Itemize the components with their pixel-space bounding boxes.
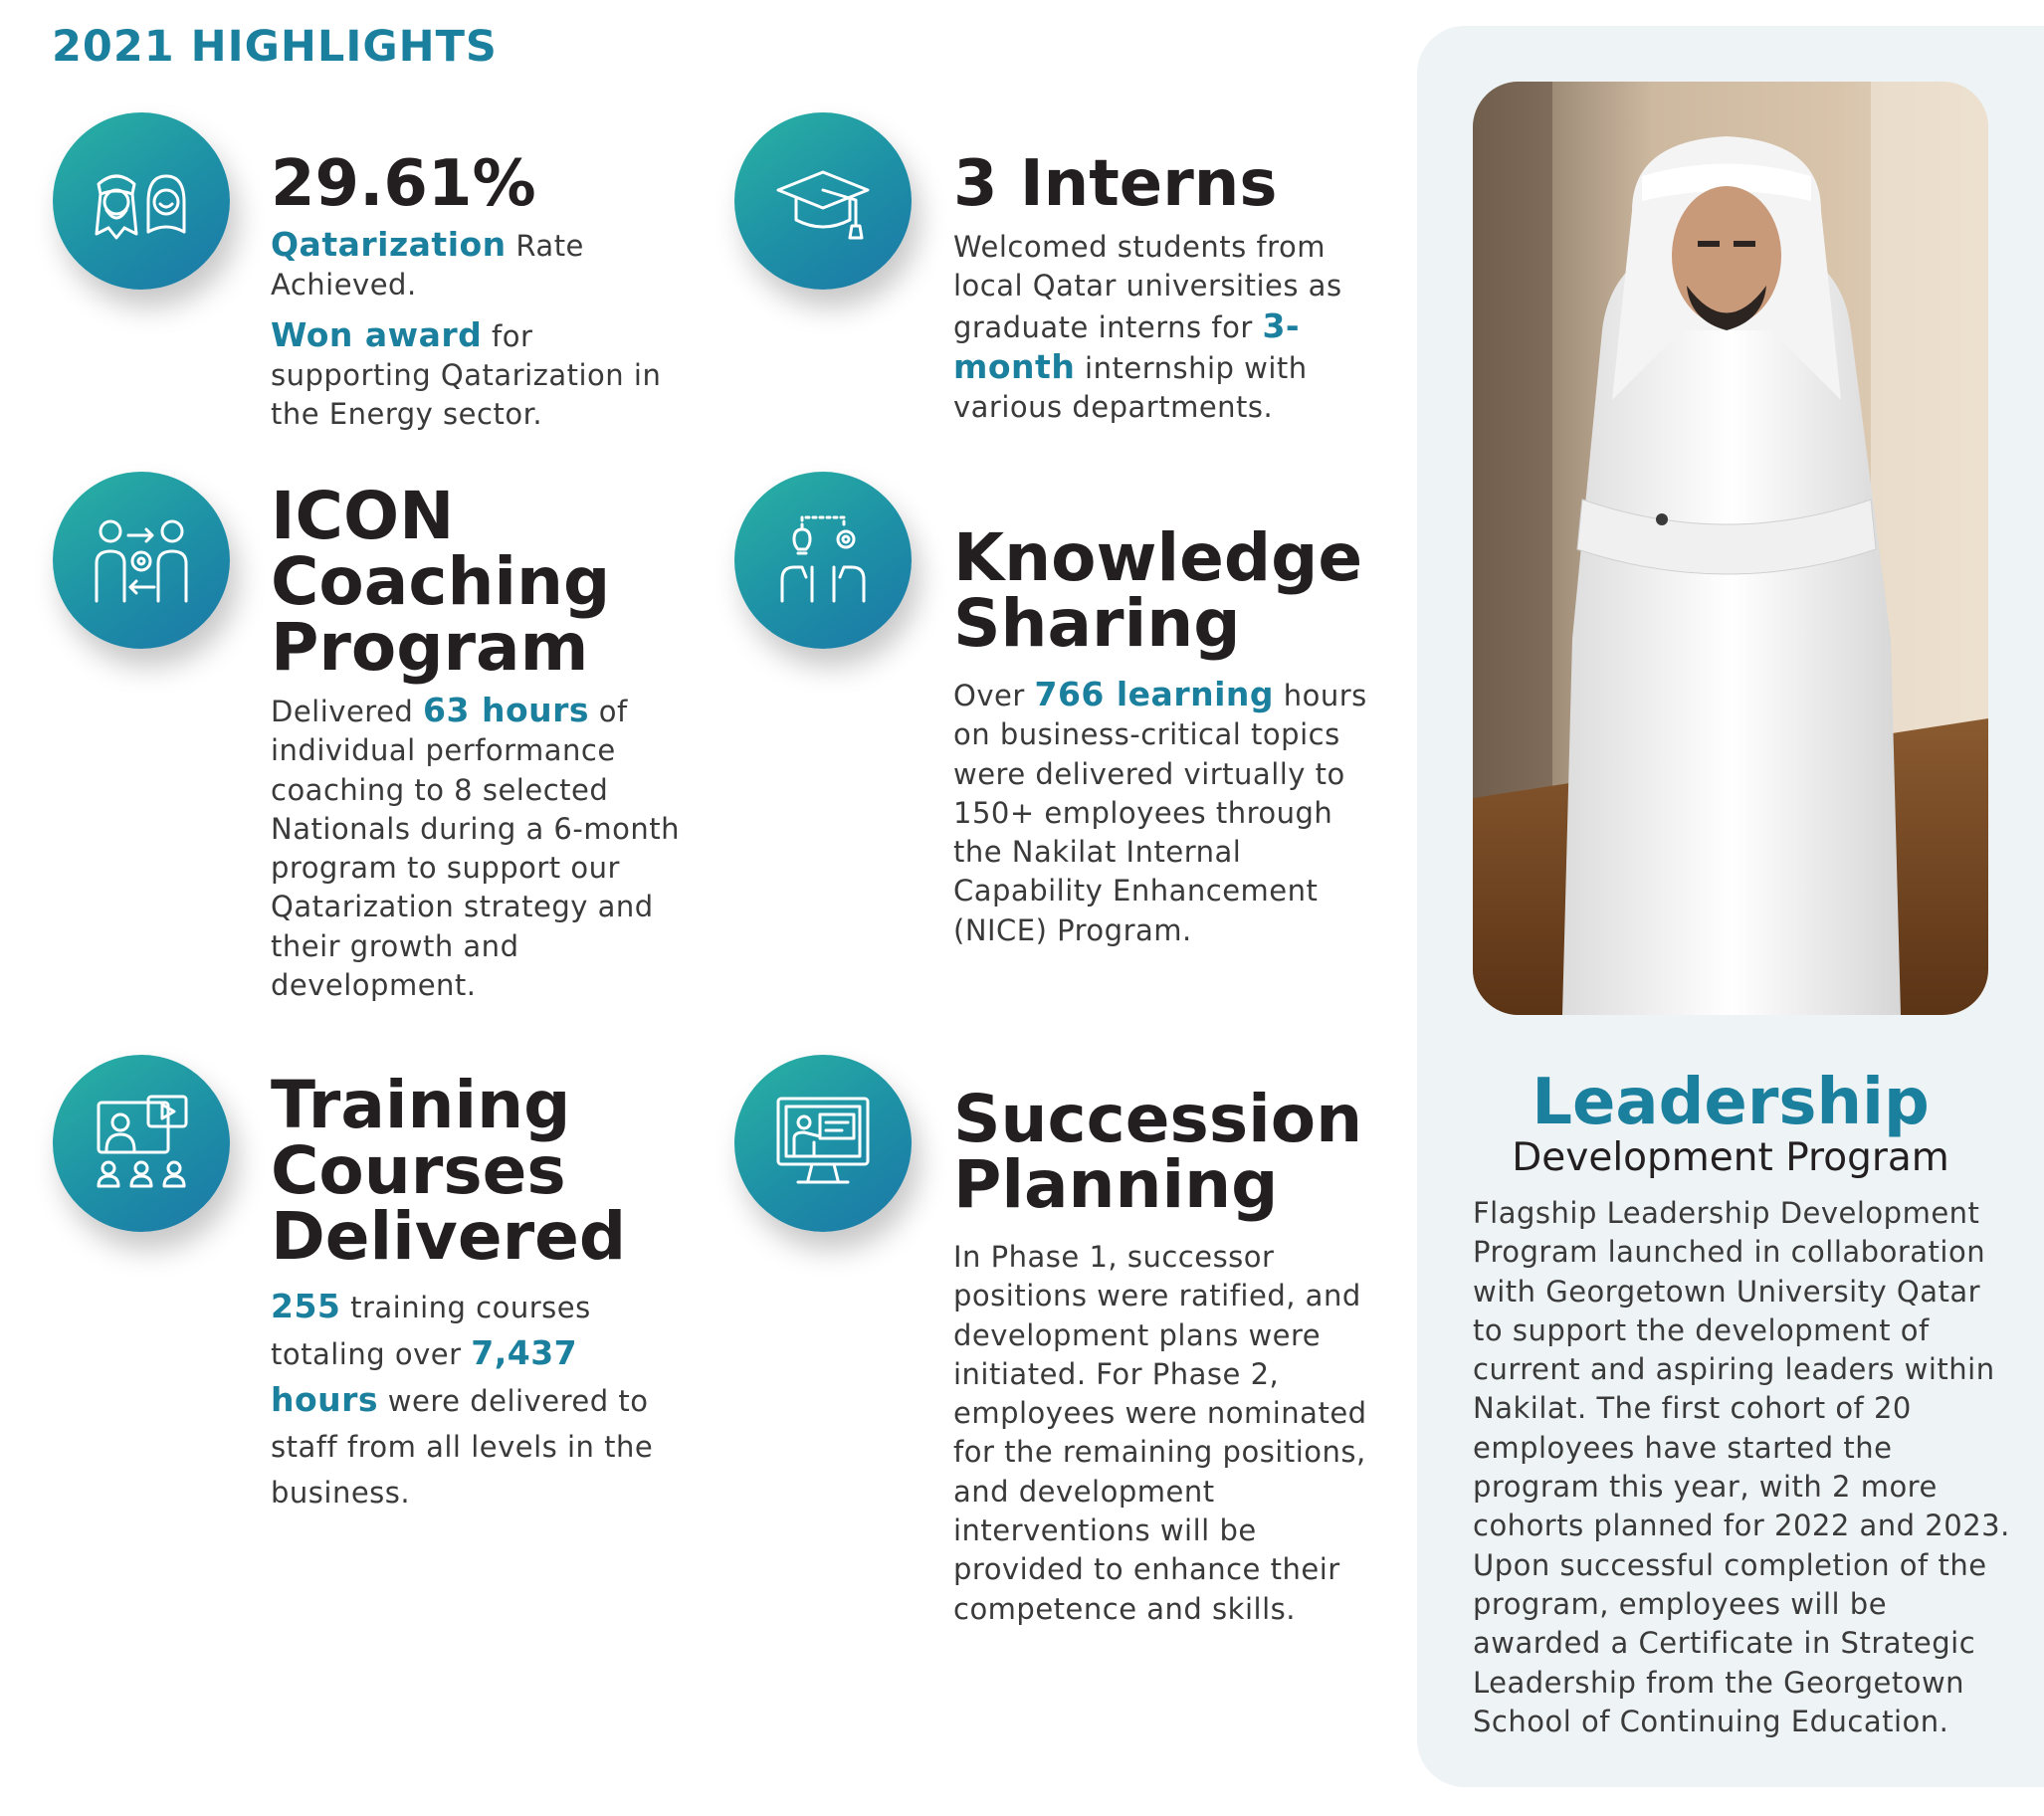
page-heading: 2021 HIGHLIGHTS — [52, 22, 498, 72]
coaching-highlight: 63 hours — [423, 691, 590, 729]
interns-highlight: 3-month — [953, 305, 1301, 386]
knowledge-sharing-icon-circle — [734, 472, 912, 649]
interns-detail: internship with various departments. — [953, 350, 1308, 425]
presentation-screen-icon — [768, 1089, 878, 1198]
training-title-line-1: Training — [271, 1067, 571, 1143]
knowledge-detail: hours on business-critical topics were delivered virtually to 150+ employees through the Nakilat Internal Capability Enhancement (NICE) Program. — [953, 679, 1367, 947]
training-video-icon — [87, 1089, 196, 1198]
award-highlight: Won award — [271, 314, 483, 354]
knowledge-title — [953, 519, 1381, 662]
award-detail: for supporting Qatarization in the Energy sector. — [271, 318, 662, 432]
coaching-title-line-1: ICON — [271, 478, 455, 554]
training-detail: were delivered to staff from all levels in the business. — [271, 1384, 654, 1510]
succession-title-line-2: Planning — [953, 1146, 1279, 1223]
people-icon — [87, 146, 196, 256]
training-count-highlight: 255 — [271, 1287, 341, 1325]
succession-title-line-1: Succession — [953, 1081, 1363, 1157]
training-text — [271, 1284, 689, 1515]
succession-title — [953, 1081, 1381, 1223]
leadership-subtitle: Development Program — [1512, 1135, 1949, 1180]
award-text — [271, 315, 689, 435]
coaching-icon-circle — [53, 472, 230, 649]
training-hours-highlight: 7,437 hours — [271, 1333, 578, 1419]
graduation-cap-icon-circle — [734, 112, 912, 290]
knowledge-title-line-2: Sharing — [953, 585, 1241, 662]
knowledge-title-line-1: Knowledge — [953, 519, 1363, 596]
coaching-icon — [87, 505, 196, 615]
coaching-intro: Delivered — [271, 695, 424, 728]
knowledge-text — [953, 675, 1381, 950]
knowledge-sharing-icon — [768, 505, 878, 615]
knowledge-intro: Over — [953, 679, 1035, 712]
training-title-line-2: Courses — [271, 1132, 566, 1209]
training-intro: training courses totaling over — [271, 1291, 591, 1371]
interns-text — [953, 228, 1371, 427]
succession-text: In Phase 1, successor positions were ratified, and development plans were initiated. For Phase 2, employees were nominated for the remaining positions, and development interventions will be provided to enhance their competence and skills. — [953, 1240, 1367, 1626]
qatarization-highlight: Qatarization — [271, 225, 507, 264]
coaching-detail: of individual performance coaching to 8 selected Nationals during a 6-month program to support our Qatarization strategy and their growth and development. — [271, 695, 680, 1003]
training-title-line-3: Delivered — [271, 1198, 627, 1275]
interns-title: 3 Interns — [953, 147, 1278, 221]
leader-photo — [1473, 82, 1988, 1015]
coaching-text — [271, 691, 689, 1005]
qatarization-title: 29.61% — [271, 147, 536, 221]
coaching-title-line-2: Coaching — [271, 543, 611, 620]
coaching-title — [271, 478, 689, 686]
leadership-title: Leadership — [1532, 1066, 1930, 1139]
graduation-cap-icon — [768, 146, 878, 256]
presentation-screen-icon-circle — [734, 1055, 912, 1232]
qatarization-rate-text: Rate Achieved. — [271, 229, 584, 303]
qatarization-text — [271, 225, 689, 305]
interns-intro: Welcomed students from local Qatar universities as graduate interns for — [953, 230, 1342, 344]
people-icon-circle — [53, 112, 230, 290]
training-video-icon-circle — [53, 1055, 230, 1232]
knowledge-highlight: 766 learning — [1034, 675, 1275, 713]
coaching-title-line-3: Program — [271, 609, 589, 686]
leadership-body: Flagship Leadership Development Program launched in collaboration with Georgetown University Qatar to support the development of current and aspiring leaders within Nakilat. The first cohort of 20 employees have started the program this year, with 2 more cohorts planned for 2022 and 2023. Upon successful completion of the program, employees will be awarded a Certificate in Strategic Leadership from the Georgetown School of Continuing Education. — [1473, 1196, 2010, 1738]
training-title — [271, 1067, 689, 1275]
